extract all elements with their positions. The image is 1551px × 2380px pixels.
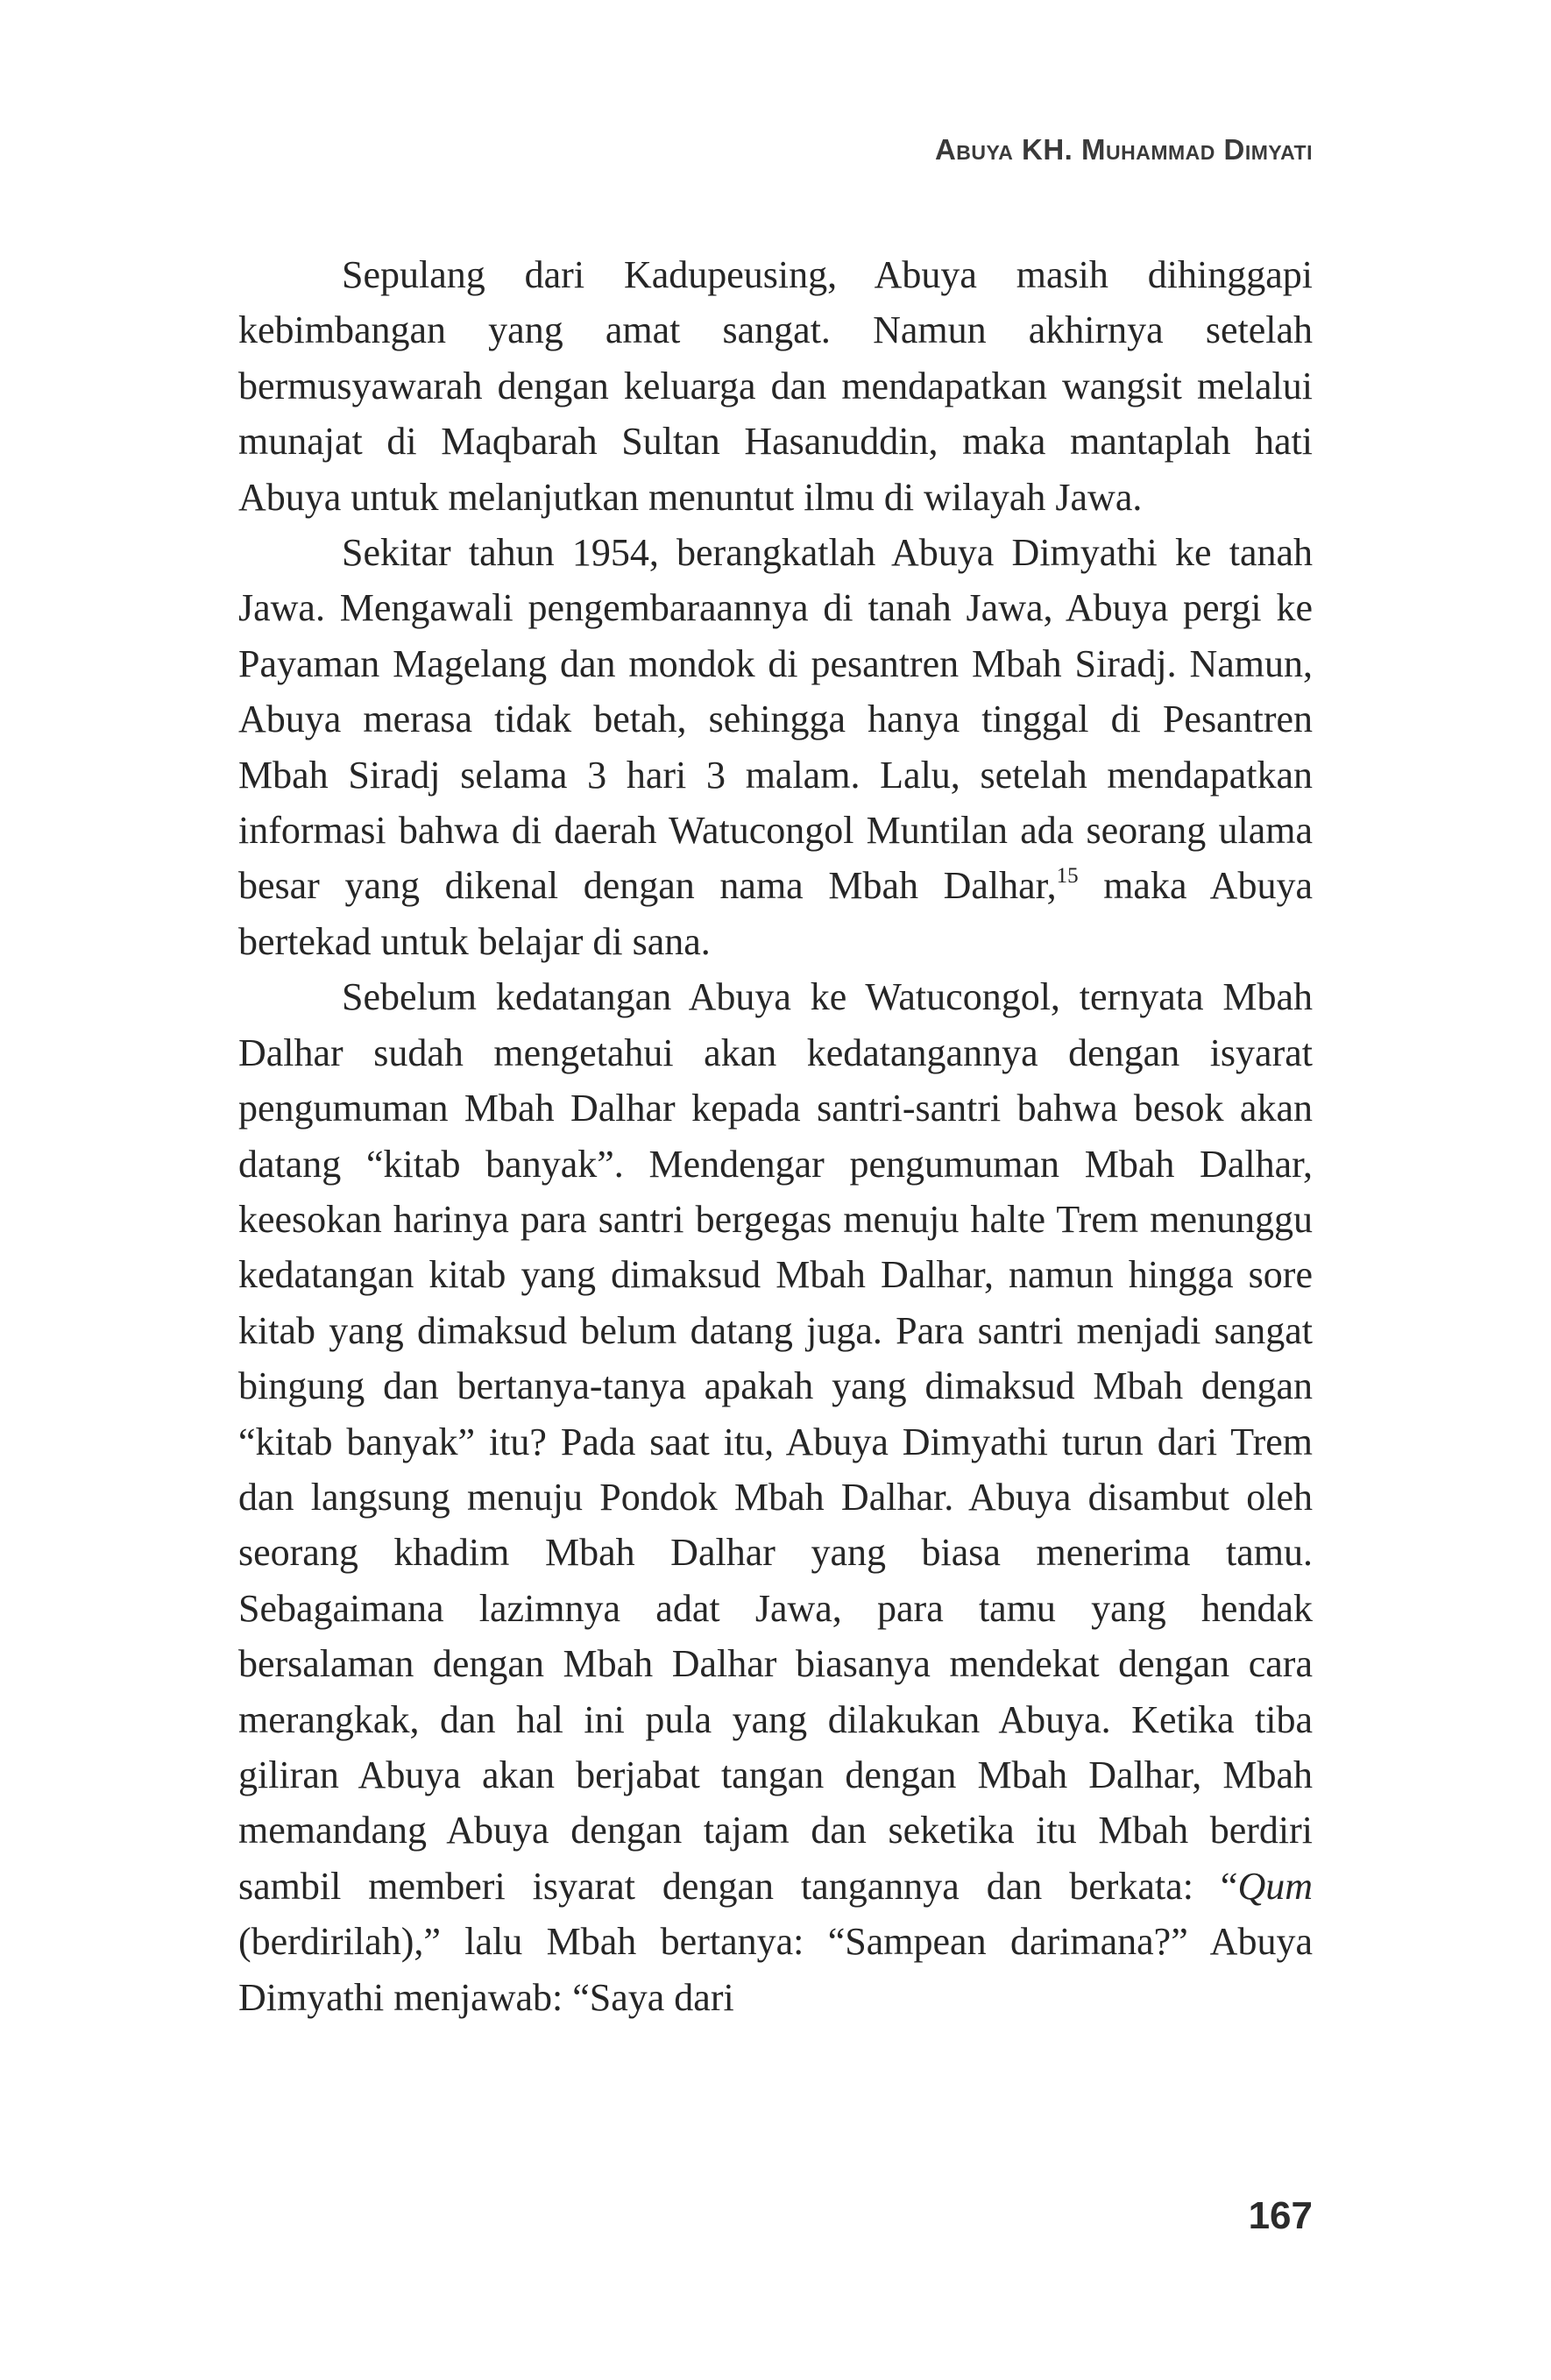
running-header-title: Abuya KH. Muhammad Dimyati (934, 133, 1313, 166)
paragraph-1-text: Sepulang dari Kadupeusing, Abuya masih dihinggapi kebimbangan yang amat sangat. Namun akhirnya setelah bermusyawarah dengan keluarga dan mendapatkan wangsit melalui munajat di Maqbarah Sultan Hasanuddin, maka mantaplah hati Abuya untuk melanjutkan menuntut ilmu di wilayah Jawa. (238, 253, 1313, 519)
paragraph-2-text-before-note: Sekitar tahun 1954, berangkatlah Abuya Dimyathi ke tanah Jawa. Mengawali pengembaraannya di tanah Jawa, Abuya pergi ke Payaman Magelang dan mondok di pesantren Mbah Siradj. Namun, Abuya merasa tidak betah, sehingga hanya tinggal di Pesantren Mbah Siradj selama 3 hari 3 malam. Lalu, setelah mendapatkan informasi bahwa di daerah Watucongol Muntilan ada seorang ulama besar yang dikenal dengan nama Mbah Dalhar, (238, 531, 1313, 908)
paragraph-2-text-after-note: maka Abuya bertekad untuk belajar di sana. (238, 864, 1313, 963)
page-number: 167 (1248, 2194, 1313, 2237)
paragraph-3 (238, 969, 1313, 2025)
paragraph-3-text-before-italic: Sebelum kedatangan Abuya ke Watucongol, ternyata Mbah Dalhar sudah mengetahui akan kedatangannya dengan isyarat pengumuman Mbah Dalhar kepada santri-santri bahwa besok akan datang “kitab banyak”. Mendengar pengumuman Mbah Dalhar, keesokan harinya para santri bergegas menuju halte Trem menunggu kedatangan kitab yang dimaksud Mbah Dalhar, namun hingga sore kitab yang dimaksud belum datang juga. Para santri menjadi sangat bingung dan bertanya-tanya apakah yang dimaksud Mbah dengan “kitab banyak” itu? Pada saat itu, Abuya Dimyathi turun dari Trem dan langsung menuju Pondok Mbah Dalhar. Abuya disambut oleh seorang khadim Mbah Dalhar yang biasa menerima tamu. Sebagaimana lazimnya adat Jawa, para tamu yang hendak bersalaman dengan Mbah Dalhar biasanya mendekat dengan cara merangkak, dan hal ini pula yang dilakukan Abuya. Ketika tiba giliran Abuya akan berjabat tangan dengan Mbah Dalhar, Mbah memandang Abuya dengan tajam dan seketika itu Mbah berdiri sambil memberi isyarat dengan tangannya dan berkata: “ (238, 975, 1313, 1908)
footnote-reference[interactable]: 15 (1056, 864, 1079, 889)
body-text (238, 247, 1313, 2025)
paragraph-1 (238, 247, 1313, 525)
paragraph-2 (238, 525, 1313, 969)
paragraph-3-text-after-italic: (berdirilah),” lalu Mbah bertanya: “Sampean darimana?” Abuya Dimyathi menjawab: “Saya dari (238, 1920, 1313, 2019)
italic-term-qum: Qum (1237, 1864, 1313, 1908)
